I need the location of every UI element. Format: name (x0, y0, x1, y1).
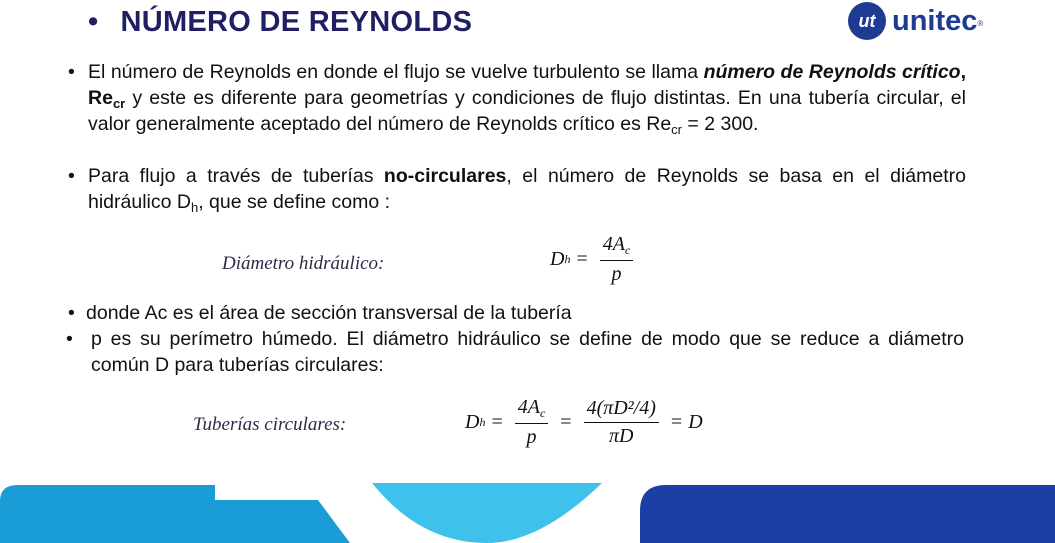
equation-2-label: Tuberías circulares: (193, 414, 347, 435)
footer-decoration (0, 483, 1055, 543)
paragraph-1-text (88, 59, 966, 137)
p2-text-d: , que se define como : (198, 191, 391, 213)
title-text: NÚMERO DE REYNOLDS (120, 6, 473, 38)
p2-dh-subscript: h (190, 200, 199, 215)
p1-re-subscript-2: cr (671, 122, 683, 137)
p1-text-e: y este es diferente para geometrías y condiciones de flujo distintas. En una tubería circular, el valor generalmente aceptado del número de Reynolds crítico es Re (88, 87, 966, 135)
eq1-numerator (600, 233, 634, 261)
eq2-numerator-2: 4(πD²/4) (584, 397, 659, 423)
eq2-equals-3: = (670, 411, 683, 433)
eq1-denominator: p (611, 263, 622, 285)
paragraph-area (68, 300, 966, 326)
paragraph-4-text: p es su perímetro húmedo. El diámetro hidráulico se define de modo que se reduce a diámetro común D para tuberías circulares: (91, 328, 964, 376)
title-bullet: • (88, 6, 99, 38)
paragraph-3-text: donde Ac es el área de sección transversal de la tubería (86, 302, 572, 324)
eq2-denominator-2: πD (609, 425, 634, 447)
logo-mark-icon: ut (848, 2, 886, 40)
p1-text-c: , (960, 61, 967, 83)
eq1-fraction (600, 233, 634, 286)
p1-text-f: = 2 300. (682, 113, 759, 135)
p1-re-symbol: Re (88, 87, 113, 109)
eq2-fraction-1 (515, 396, 549, 449)
eq2-lhs-sub: h (479, 415, 486, 429)
paragraph-critical-reynolds (68, 59, 966, 137)
footer-light-blue-arc (372, 483, 602, 543)
paragraph-perimeter (66, 326, 964, 378)
p2-term-noncircular: no-circulares (383, 165, 507, 187)
eq2-lhs: D (465, 411, 480, 433)
eq2-equals-2: = (560, 411, 572, 433)
logo-registered-mark: ® (977, 18, 984, 28)
bullet-1: • (68, 61, 75, 83)
bullet-2: • (68, 165, 75, 187)
slide-title (88, 6, 472, 39)
footer-teal-shape (0, 485, 350, 543)
eq1-equals: = (576, 248, 588, 270)
equation-hydraulic-diameter (550, 233, 639, 286)
eq2-equals-1: = (491, 411, 503, 433)
eq2-numerator-1 (515, 396, 549, 424)
eq2-fraction-2 (584, 397, 659, 448)
p1-re-subscript: cr (112, 96, 126, 111)
paragraph-noncircular (68, 163, 966, 215)
eq2-denominator-1: p (526, 426, 537, 448)
p2-text-a: Para flujo a través de tuberías (88, 165, 384, 187)
eq2-num1-text: 4A (517, 396, 540, 418)
p1-term-critical: número de Reynolds crítico (703, 61, 961, 83)
bullet-3: • (68, 302, 75, 324)
p1-text-a: El número de Reynolds en donde el flujo se vuelve turbulento se llama (88, 61, 704, 83)
paragraph-2-text (88, 163, 966, 215)
unitec-logo (848, 2, 983, 40)
equation-circular-pipes (465, 396, 703, 449)
equation-1-label: Diámetro hidráulico: (222, 253, 385, 274)
logo-wordmark: unitec (892, 4, 978, 37)
eq1-lhs: D (550, 248, 565, 270)
eq1-num-sub: c (624, 243, 631, 257)
eq1-num-text: 4A (602, 233, 625, 255)
bullet-4: • (66, 328, 73, 350)
eq1-lhs-sub: h (564, 252, 571, 266)
footer-dark-blue-shape (640, 485, 1055, 543)
eq2-num1-sub: c (539, 406, 546, 420)
p2-text-c: , el número de Reynolds se basa en el diámetro hidráulico D (88, 165, 966, 213)
eq2-rhs: D (688, 411, 703, 433)
